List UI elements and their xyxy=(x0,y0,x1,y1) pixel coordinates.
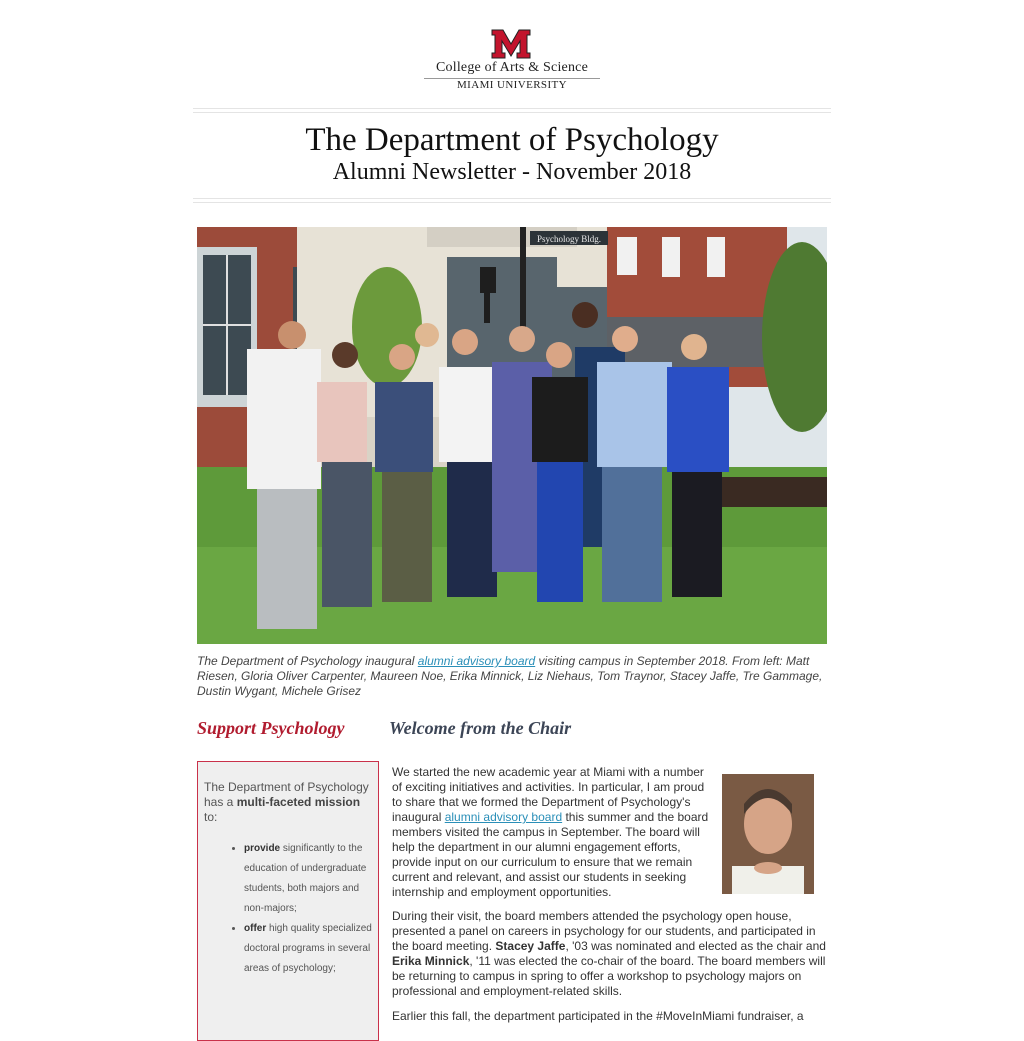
support-box xyxy=(197,761,379,1041)
support-intro xyxy=(204,780,372,825)
caption-text-after: visiting campus in September 2018. From left: Matt Riesen, Gloria Oliver Carpenter, Maureen Noe, Erika Minnick, Liz Niehaus, Tom Traynor, Stacey Jaffe, Tre Gammage, Dustin Wygant, Michele Grisez xyxy=(197,654,823,698)
list-item-text: high quality specialized doctoral programs in several areas of psychology; xyxy=(244,923,372,974)
support-intro-text: The Department of Psychology has a xyxy=(204,780,369,809)
welcome-paragraph-2 xyxy=(392,909,828,999)
support-intro-bold: multi-faceted mission xyxy=(236,795,361,809)
p2-name-2: Erika Minnick xyxy=(392,954,470,968)
support-intro-end: to: xyxy=(204,810,218,824)
caption-alumni-board-link[interactable]: alumni advisory board xyxy=(417,654,536,668)
photo-caption xyxy=(197,654,829,699)
header-divider xyxy=(193,108,831,113)
page-title: The Department of Psychology xyxy=(305,122,719,158)
miami-m-logo xyxy=(490,28,532,60)
university-name: MIAMI UNIVERSITY xyxy=(457,79,567,91)
building-sign: Psychology Bldg. xyxy=(536,234,602,244)
welcome-paragraph-1 xyxy=(392,765,712,900)
newsletter-subtitle: Alumni Newsletter - November 2018 xyxy=(332,159,692,185)
list-item-text: significantly to the education of undergraduate students, both majors and non-majors; xyxy=(244,843,367,914)
p2-name-1: Stacey Jaffe xyxy=(495,939,566,953)
college-name: College of Arts & Science xyxy=(436,60,588,75)
p1-text-before: We started the new academic year at Miami with a number of exciting initiatives and activities. In particular, I am proud to share that we formed the Department of Psychology's inaugural xyxy=(392,765,705,824)
list-item xyxy=(244,839,372,919)
title-divider xyxy=(193,198,831,203)
list-item xyxy=(244,919,372,979)
chair-portrait xyxy=(722,774,814,894)
mission-list xyxy=(204,839,372,979)
list-item-bold: offer xyxy=(244,923,267,934)
p2-text-a: During their visit, the board members attended the psychology open house, presented a panel on careers in psychology for our students, and participated in the board meeting. xyxy=(392,909,816,953)
welcome-heading: Welcome from the Chair xyxy=(389,718,572,738)
support-heading: Support Psychology xyxy=(197,718,345,738)
p2-text-b: , '03 was nominated and elected as the chair and xyxy=(565,939,826,953)
alumni-board-link[interactable]: alumni advisory board xyxy=(444,810,563,824)
p1-text-after: this summer and the board members visited the campus in September. The board will help the department in our alumni engagement efforts, provide input on our curriculum to ensure that we remain current and relevant, and assist our students in seeking internship and employment opportunities. xyxy=(392,810,709,899)
list-item-bold: provide xyxy=(244,843,281,854)
welcome-paragraph-3: Earlier this fall, the department participated in the #MoveInMiami fundraiser, a xyxy=(392,1009,804,1023)
hero-photo xyxy=(197,227,827,644)
caption-text-before: The Department of Psychology inaugural xyxy=(197,654,418,668)
p2-text-c: , '11 was elected the co-chair of the board. The board members will be returning to campus in spring to offer a workshop to psychology majors on professional and employment-related skills. xyxy=(392,954,826,998)
